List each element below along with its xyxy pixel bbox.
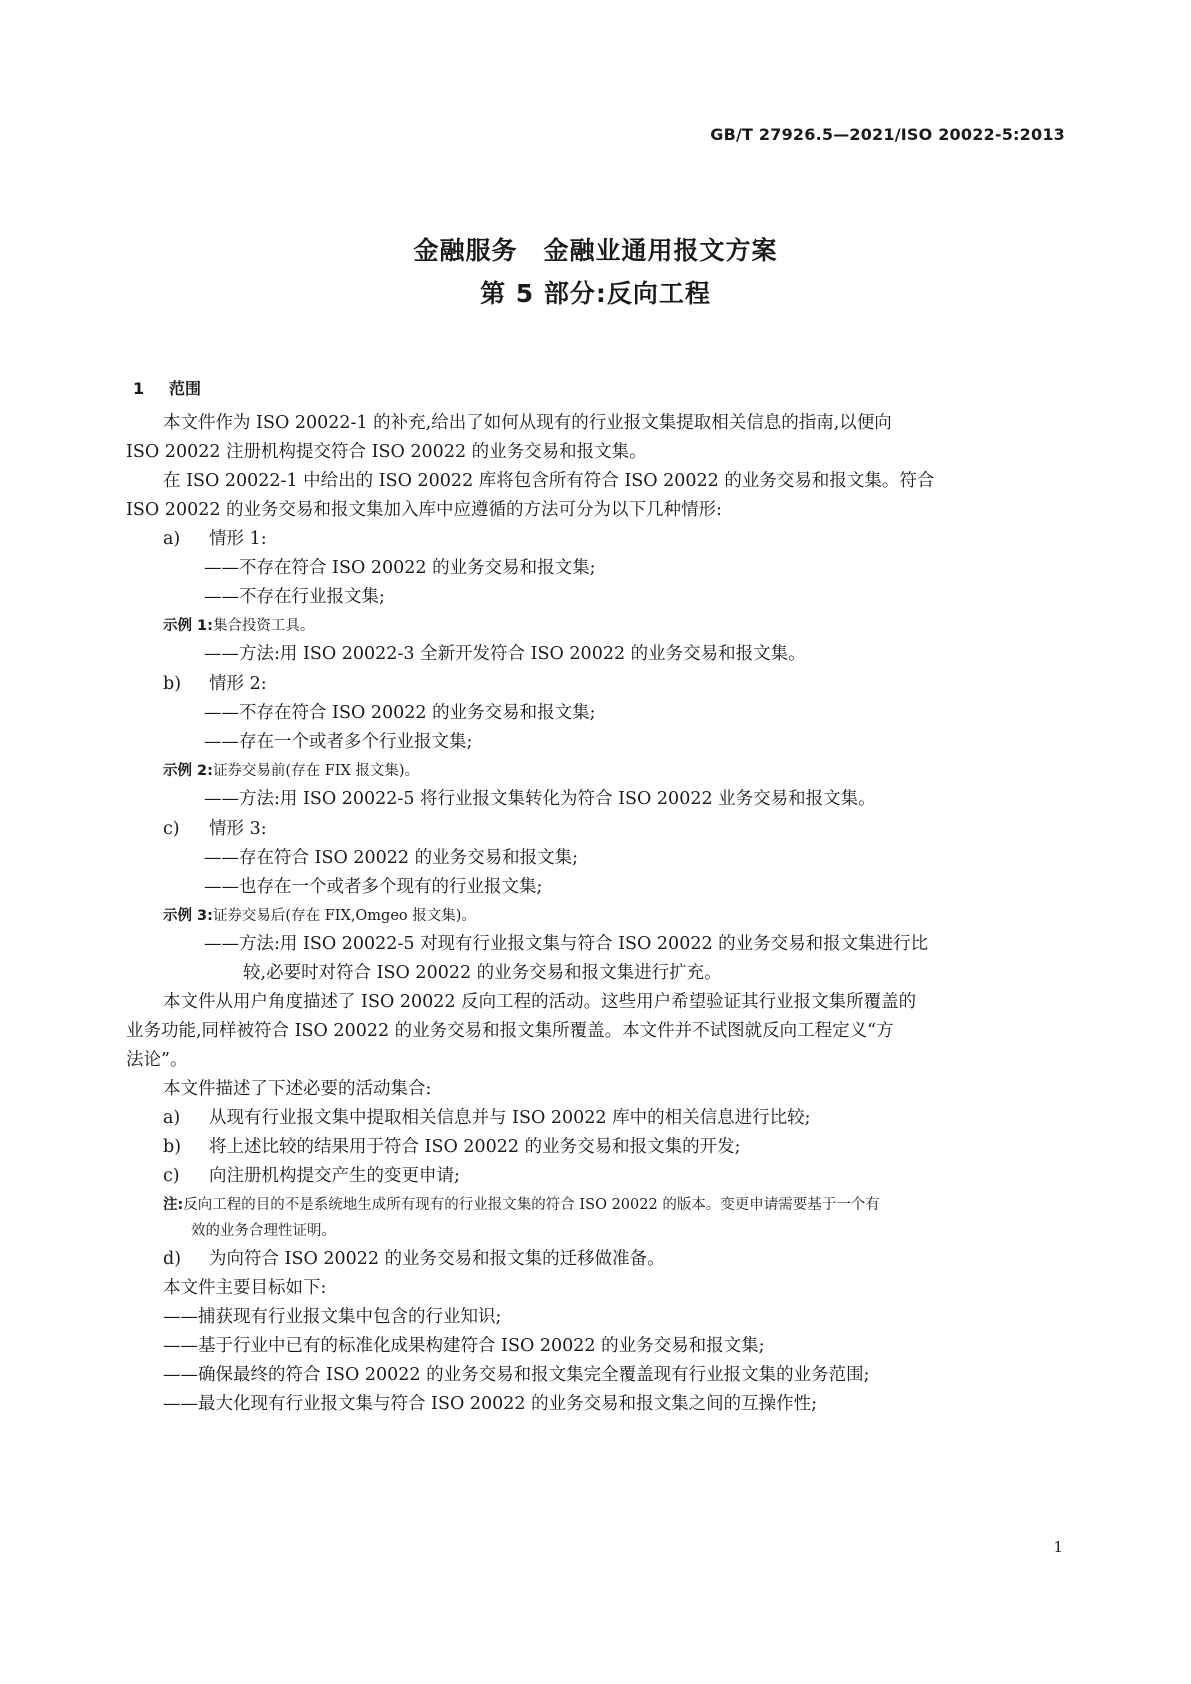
list-text: 将上述比较的结果用于符合 ISO 20022 的业务交易和报文集的开发; — [209, 1137, 741, 1157]
paragraph-line: 业务功能,同样被符合 ISO 20022 的业务交易和报文集所覆盖。本文件并不试图就反向工程定义“方 — [126, 1021, 894, 1041]
paragraph-line: ISO 20022 注册机构提交符合 ISO 20022 的业务交易和报文集。 — [126, 442, 647, 462]
method-line: 较,必要时对符合 ISO 20022 的业务交易和报文集进行扩充。 — [243, 963, 722, 983]
example-line — [163, 904, 476, 928]
paragraph-line: ISO 20022 的业务交易和报文集加入库中应遵循的方法可分为以下几种情形: — [126, 500, 722, 520]
list-item — [163, 1247, 665, 1271]
paragraph-line: 本文件从用户角度描述了 ISO 20022 反向工程的活动。这些用户希望验证其行业报文集所覆盖的 — [163, 992, 917, 1012]
document-title: 金融服务 金融业通用报文方案 — [413, 236, 778, 265]
list-item — [163, 1164, 460, 1188]
list-marker: b) — [163, 1137, 182, 1157]
list-item — [163, 527, 267, 551]
list-text: 为向符合 ISO 20022 的业务交易和报文集的迁移做准备。 — [209, 1249, 665, 1269]
note-line: 效的业务合理性证明。 — [191, 1223, 336, 1239]
dash-item: ——也存在一个或者多个现有的行业报文集; — [204, 877, 543, 897]
list-marker: a) — [163, 529, 181, 549]
method-line: ——方法:用 ISO 20022-5 将行业报文集转化为符合 ISO 20022 业务交易和报文集。 — [204, 789, 876, 809]
dash-item: ——不存在符合 ISO 20022 的业务交易和报文集; — [204, 558, 596, 578]
note-label: 注: — [163, 1197, 184, 1213]
dash-item: ——基于行业中已有的标准化成果构建符合 ISO 20022 的业务交易和报文集; — [163, 1336, 765, 1356]
standard-code: GB/T 27926.5—2021/ISO 20022-5:2013 — [710, 125, 1065, 144]
dash-item: ——存在符合 ISO 20022 的业务交易和报文集; — [204, 848, 579, 868]
paragraph-line: 本文件作为 ISO 20022-1 的补充,给出了如何从现有的行业报文集提取相关信息的指南,以便向 — [163, 413, 892, 433]
list-item — [163, 1106, 811, 1130]
example-label: 示例 1: — [163, 618, 213, 634]
dash-item: ——存在一个或者多个行业报文集; — [204, 732, 473, 752]
list-marker: d) — [163, 1249, 182, 1269]
section-title: 范围 — [169, 379, 202, 398]
section-number: 1 — [133, 379, 145, 398]
paragraph-line: 在 ISO 20022-1 中给出的 ISO 20022 库将包含所有符合 ISO 20022 的业务交易和报文集。符合 — [163, 471, 935, 491]
list-marker: c) — [163, 819, 180, 839]
example-label: 示例 2: — [163, 763, 213, 779]
list-item — [163, 817, 267, 841]
list-item — [163, 672, 267, 696]
example-line — [163, 614, 314, 638]
dash-item: ——最大化现有行业报文集与符合 ISO 20022 的业务交易和报文集之间的互操作性; — [163, 1394, 818, 1414]
list-item — [163, 1135, 741, 1159]
section-heading — [133, 376, 201, 399]
list-text: 情形 3: — [209, 819, 267, 839]
list-marker: a) — [163, 1108, 181, 1128]
list-text: 向注册机构提交产生的变更申请; — [209, 1166, 460, 1186]
paragraph-line: 本文件描述了下述必要的活动集合: — [163, 1079, 432, 1099]
example-text: 证券交易后(存在 FIX,Omgeo 报文集)。 — [212, 908, 476, 924]
note-text: 反向工程的目的不是系统地生成所有现有的行业报文集的符合 ISO 20022 的版本。变更申请需要基于一个有 — [183, 1197, 880, 1213]
method-line: ——方法:用 ISO 20022-3 全新开发符合 ISO 20022 的业务交易和报文集。 — [204, 644, 806, 664]
example-label: 示例 3: — [163, 908, 213, 924]
dash-item: ——不存在符合 ISO 20022 的业务交易和报文集; — [204, 703, 596, 723]
dash-item: ——捕获现有行业报文集中包含的行业知识; — [163, 1307, 502, 1327]
note-line — [163, 1193, 880, 1217]
example-text: 集合投资工具。 — [212, 618, 315, 634]
paragraph-line: 法论”。 — [126, 1050, 188, 1070]
example-line — [163, 759, 419, 783]
list-text: 从现有行业报文集中提取相关信息并与 ISO 20022 库中的相关信息进行比较; — [209, 1108, 811, 1128]
dash-item: ——确保最终的符合 ISO 20022 的业务交易和报文集完全覆盖现有行业报文集的业务范围; — [163, 1365, 870, 1385]
list-text: 情形 1: — [209, 529, 267, 549]
list-marker: c) — [163, 1166, 180, 1186]
dash-item: ——不存在行业报文集; — [204, 587, 385, 607]
list-marker: b) — [163, 674, 182, 694]
paragraph-line: 本文件主要目标如下: — [163, 1278, 327, 1298]
document-subtitle: 第 5 部分:反向工程 — [480, 279, 711, 308]
page-number: 1 — [1053, 1538, 1063, 1556]
list-text: 情形 2: — [209, 674, 267, 694]
example-text: 证券交易前(存在 FIX 报文集)。 — [212, 763, 420, 779]
method-line: ——方法:用 ISO 20022-5 对现有行业报文集与符合 ISO 20022 的业务交易和报文集进行比 — [204, 934, 929, 954]
